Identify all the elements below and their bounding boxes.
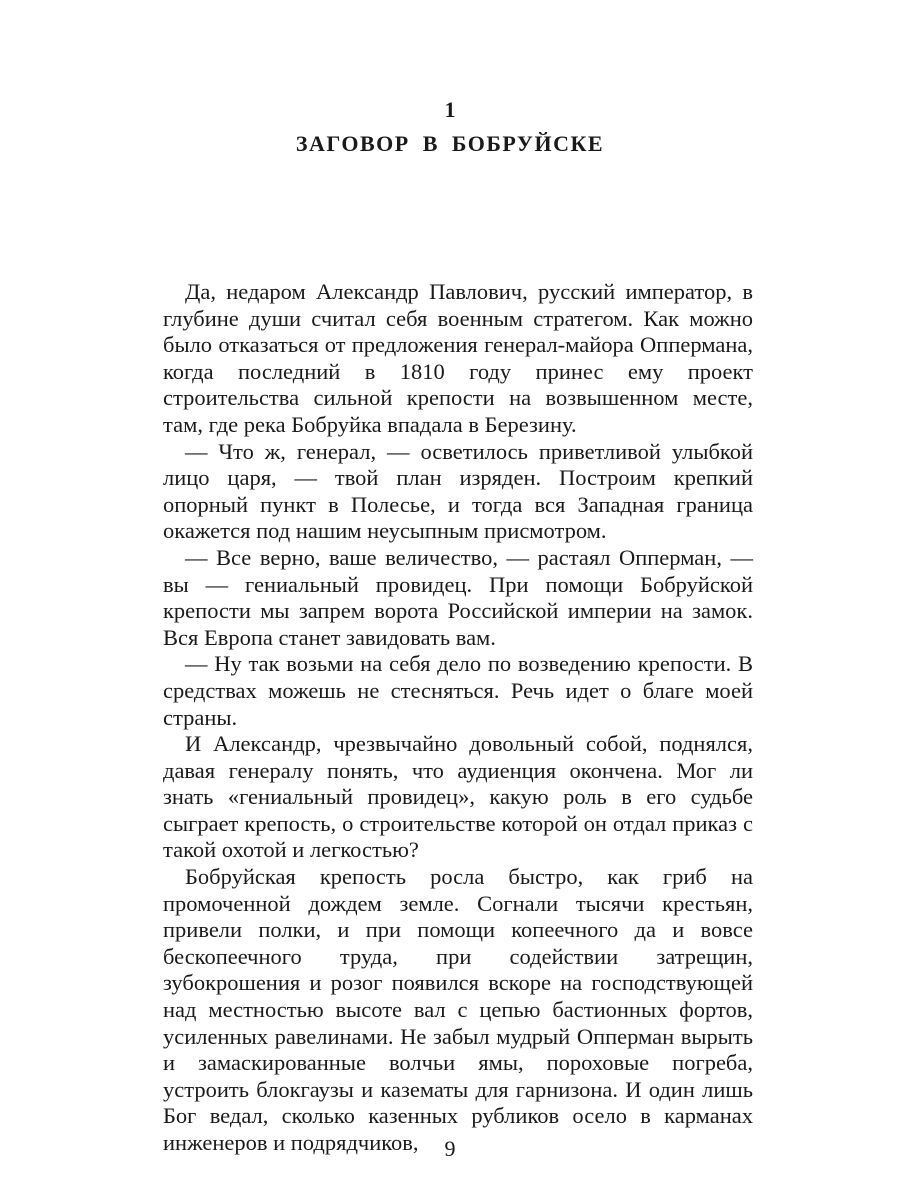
chapter-title: ЗАГОВОР В БОБРУЙСКЕ bbox=[295, 131, 605, 156]
paragraph: И Александр, чрезвычайно довольный собой, поднялся, давая генералу понять, что аудиенция окончена. Мог ли знать «гениальный провидец», какую роль в его судьбе сыграет крепость, о строительстве которой он отдал приказ с такой охотой и легкостью? bbox=[163, 731, 753, 863]
paragraph: — Все верно, ваше величество, — растаял Опперман, — вы — гениальный провидец. При помощи Бобруйской крепости мы запрем ворота Российской империи на замок. Вся Европа станет завидовать вам. bbox=[163, 544, 753, 650]
paragraph: — Что ж, генерал, — осветилось приветливой улыбкой лицо царя, — твой план изряден. Построим крепкий опорный пункт в Полесье, и тогда вся Западная граница окажется под нашим неусыпным присмотром. bbox=[163, 438, 753, 544]
paragraph: Бобруйская крепость росла быстро, как гриб на промоченной дождем земле. Согнали тысячи крестьян, привели полки, и при помощи копеечного да и вовсе бескопеечного труда, при содействии затрещин, зубокрошения и розог появился вскоре на господствующей над местностью высоте вал с цепью бастионных фортов, усиленных равелинами. Не забыл мудрый Опперман вырыть и замаскированные волчьи ямы, пороховые погреба, устроить блокгаузы и казематы для гарнизона. И один лишь Бог ведал, сколько казенных рубликов осело в карманах инженеров и подрядчиков, bbox=[163, 864, 753, 1155]
chapter-number: 1 bbox=[444, 97, 456, 122]
paragraph: Да, недаром Александр Павлович, русский император, в глубине души считал себя военным стратегом. Как можно было отказаться от предложения генерал-майора Оппермана, когда последний в 1810 году принес ему проект строительства сильной крепости на возвышенном месте, там, где река Бобруйка впадала в Березину. bbox=[163, 279, 753, 437]
page-number: 9 bbox=[444, 1136, 456, 1161]
body-text bbox=[163, 279, 753, 1157]
paragraph: — Ну так возьми на себя дело по возведению крепости. В средствах можешь не стесняться. Речь идет о благе моей страны. bbox=[163, 651, 753, 730]
